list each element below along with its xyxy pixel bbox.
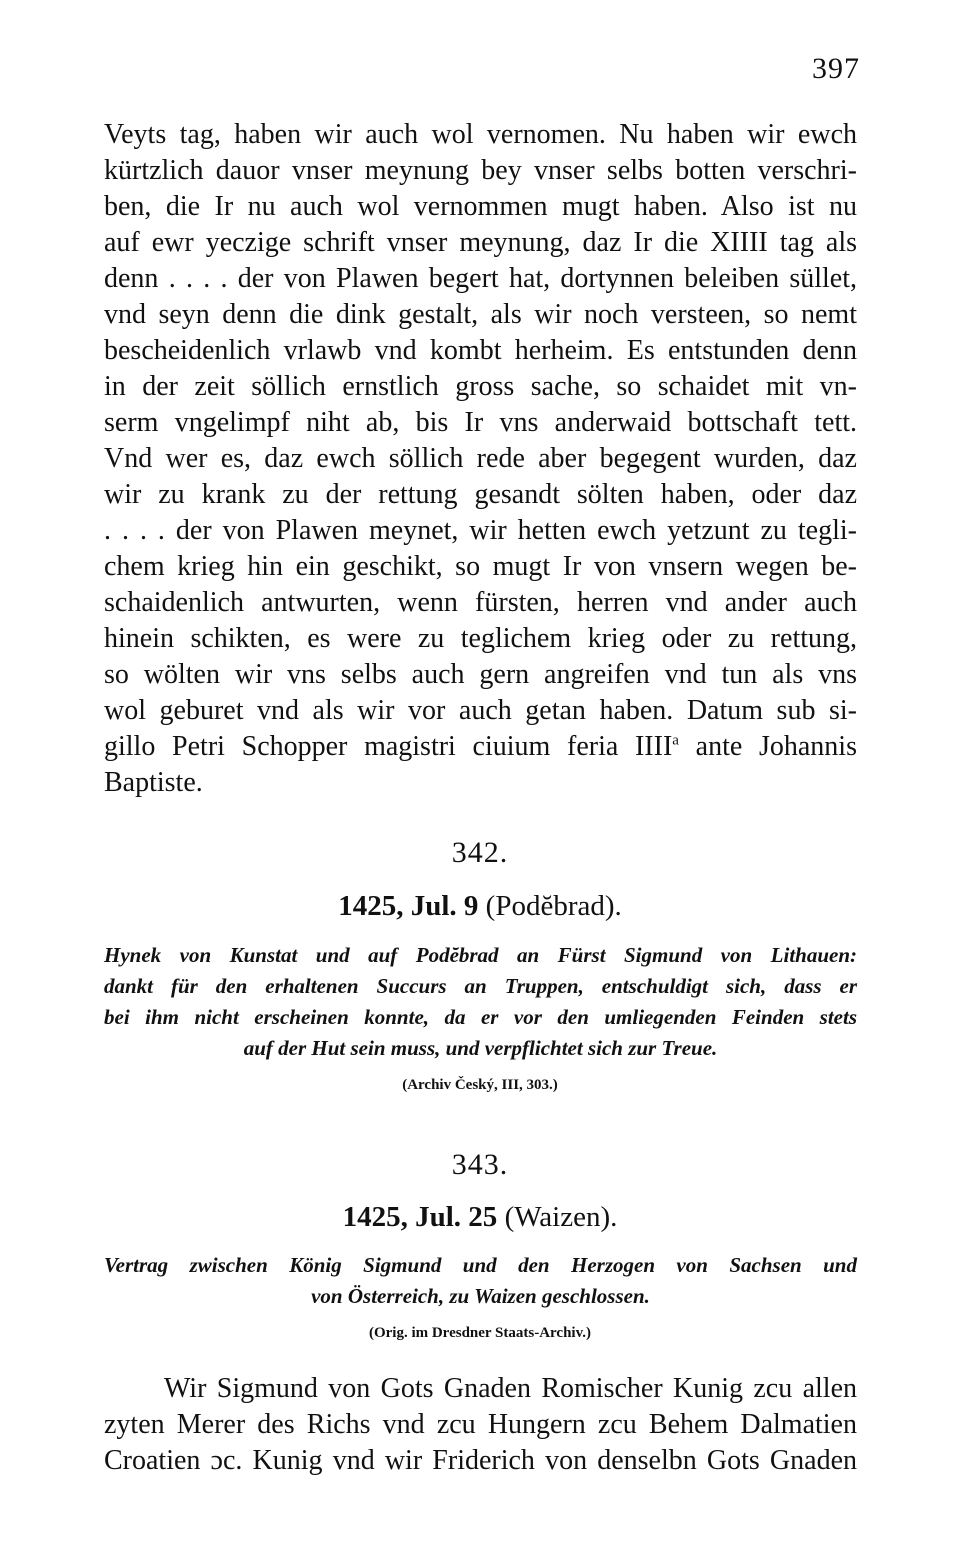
document-number-342: 342. <box>451 836 509 869</box>
text-line: wir zu krank zu der rettung gesandt sölten haben, oder daz <box>104 479 857 510</box>
date-text-after: ante Johannis <box>678 731 857 762</box>
text-line: chem krieg hin ein geschikt, so mugt Ir von vnsern wegen be- <box>104 551 857 582</box>
summary-line: dankt für den erhaltenen Succurs an Truppen, entschuldigt sich, dass er <box>104 974 857 998</box>
document-number-343: 343. <box>451 1148 509 1181</box>
summary-line: bei ihm nicht erscheinen konnte, da er vor den umliegenden Feinden stets <box>104 1005 857 1029</box>
text-line: zyten Merer des Richs vnd zcu Hungern zcu Behem Dalmatien <box>104 1409 857 1440</box>
text-line: auf ewr yeczige schrift vnser meynung, daz Ir die XIIII tag als <box>104 227 857 258</box>
text-line: wol geburet vnd als wir vor auch getan haben. Datum sub si- <box>104 695 857 726</box>
page-number: 397 <box>812 52 860 85</box>
text-line-dated <box>104 729 857 765</box>
text-line: Croatien ɔc. Kunig vnd wir Friderich von denselbn Gots Gnaden <box>104 1445 857 1476</box>
document-date-343 <box>0 1201 960 1234</box>
summary-line: Vertrag zwischen König Sigmund und den Herzogen von Sachsen und <box>104 1253 857 1277</box>
text-line: denn . . . . der von Plawen begert hat, dortynnen beleiben süllet, <box>104 263 857 294</box>
text-line: Veyts tag, haben wir auch wol vernomen. Nu haben wir ewch <box>104 119 857 150</box>
text-line: kürtzlich dauor vnser meynung bey vnser selbs botten verschri- <box>104 155 857 186</box>
text-line: ben, die Ir nu auch wol vernommen mugt haben. Also ist nu <box>104 191 857 222</box>
place-343: (Waizen). <box>504 1201 618 1233</box>
summary-line: von Österreich, zu Waizen geschlossen. <box>311 1284 650 1308</box>
text-line: schaidenlich antwurten, wenn fürsten, herren vnd ander auch <box>104 587 857 618</box>
date-342: 1425, Jul. 9 <box>338 890 479 922</box>
text-line-final: Baptiste. <box>104 767 203 798</box>
summary-line: auf der Hut sein muss, und verpflichtet sich zur Treue. <box>243 1036 718 1060</box>
superscript-a: a <box>672 732 679 749</box>
text-line: Wir Sigmund von Gots Gnaden Romischer Kunig zcu allen <box>164 1373 857 1404</box>
date-text-before: gillo Petri Schopper magistri ciuium feria IIII <box>104 731 673 762</box>
text-line: so wölten wir vns selbs auch gern angreifen vnd tun als vns <box>104 659 857 690</box>
text-line: bescheidenlich vrlawb vnd kombt herheim. Es entstunden denn <box>104 335 857 366</box>
text-line: serm vngelimpf niht ab, bis Ir vns anderwaid bottschaft tett. <box>104 407 857 438</box>
text-line: hinein schikten, es were zu teglichem krieg oder zu rettung, <box>104 623 857 654</box>
summary-line: Hynek von Kunstat und auf Podĕbrad an Fürst Sigmund von Lithauen: <box>104 943 857 967</box>
date-343: 1425, Jul. 25 <box>342 1201 498 1233</box>
text-line: . . . . der von Plawen meynet, wir hetten ewch yetzunt zu tegli- <box>104 515 857 546</box>
document-date-342 <box>0 890 960 923</box>
place-342: (Podĕbrad). <box>485 890 622 922</box>
text-line: in der zeit söllich ernstlich gross sache, so schaidet mit vn- <box>104 371 857 402</box>
text-line: Vnd wer es, daz ewch söllich rede aber begegent wurden, daz <box>104 443 857 474</box>
text-line: vnd seyn denn die dink gestalt, als wir noch versteen, so nemt <box>104 299 857 330</box>
source-citation-343: (Orig. im Dresdner Staats-Archiv.) <box>368 1325 592 1341</box>
source-citation-342: (Archiv Český, III, 303.) <box>402 1077 558 1093</box>
